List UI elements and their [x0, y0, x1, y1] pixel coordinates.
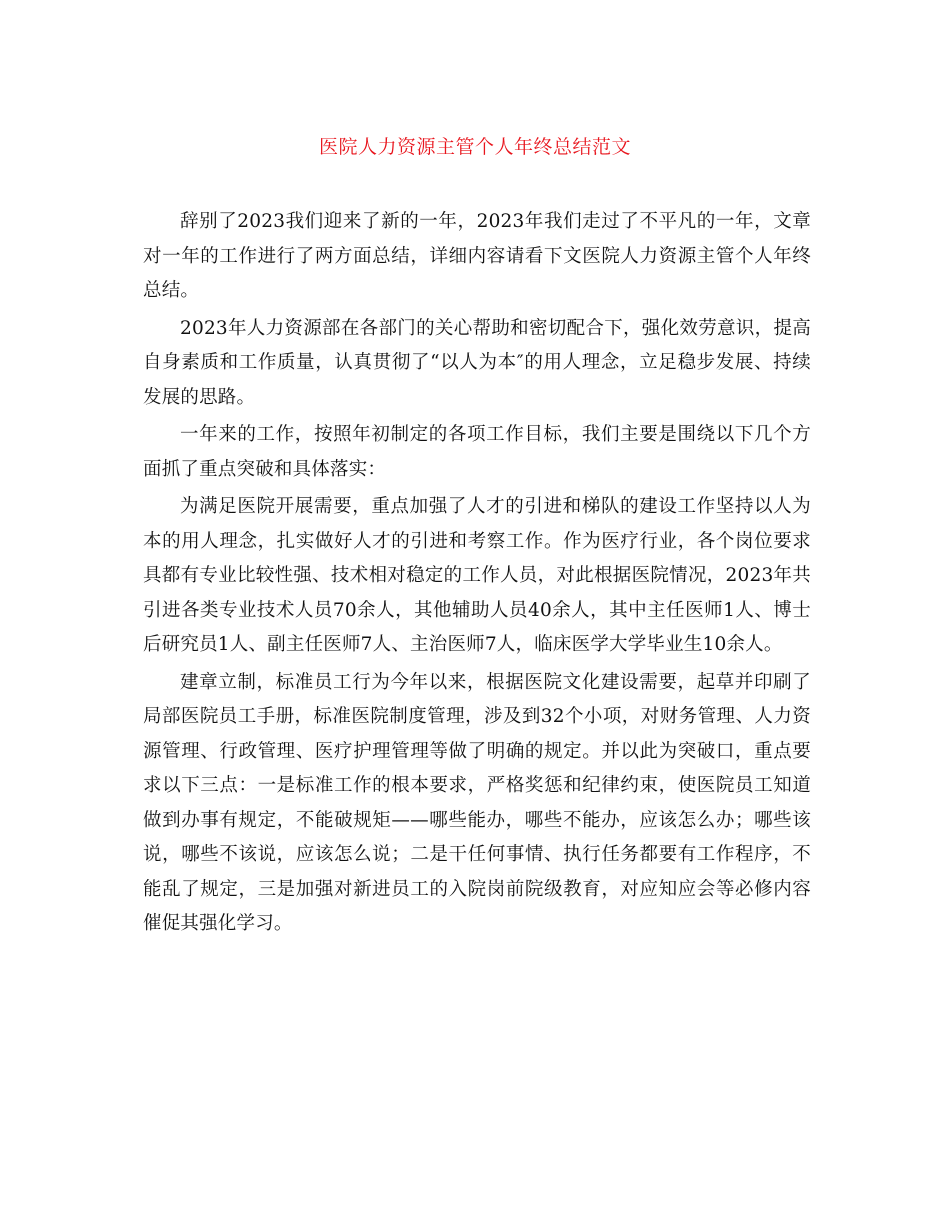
paragraph-hr-overview: 2023年人力资源部在各部门的关心帮助和密切配合下，强化效劳意识，提高自身素质和工作质量，认真贯彻了“以人为本″的用人理念，立足稳步发展、持续发展的思路。: [143, 317, 811, 408]
paragraph-intro: 辞别了2023我们迎来了新的一年，2023年我们走过了不平凡的一年，文章对一年的工作进行了两方面总结，详细内容请看下文医院人力资源主管个人年终总结。: [143, 211, 811, 301]
document-title: 医院人力资源主管个人年终总结范文: [318, 136, 631, 158]
paragraph-work-focus: 一年来的工作，按照年初制定的各项工作目标，我们主要是围绕以下几个方面抓了重点突破和具体落实：: [143, 424, 811, 480]
document-body: [143, 205, 811, 945]
paragraph-talent-recruitment: 为满足医院开展需要，重点加强了人才的引进和梯队的建设工作坚持以人为本的用人理念，扎实做好人才的引进和考察工作。作为医疗行业，各个岗位要求具都有专业比较性强、技术相对稳定的工作人员，对此根据医院情况，2023年共引进各类专业技术人员70余人，其他辅助人员40余人，其中主任医师1人、博士后研究员1人、副主任医师7人、主治医师7人，临床医学大学毕业生10余人。: [143, 496, 811, 655]
paragraph-rules-regulations: 建章立制，标准员工行为今年以来，根据医院文化建设需要，起草并印刷了局部医院员工手册，标准医院制度管理，涉及到32个小项，对财务管理、人力资源管理、行政管理、医疗护理管理等做了明确的规定。并以此为突破口，重点要求以下三点：一是标准工作的根本要求，严格奖惩和纪律约束，使医院员工知道做到办事有规定，不能破规矩——哪些能办，哪些不能办，应该怎么办；哪些该说，哪些不该说，应该怎么说；二是干任何事情、执行任务都要有工作程序，不能乱了规定，三是加强对新进员工的入院岗前院级教育，对应知应会等必修内容催促其强化学习。: [143, 671, 811, 934]
